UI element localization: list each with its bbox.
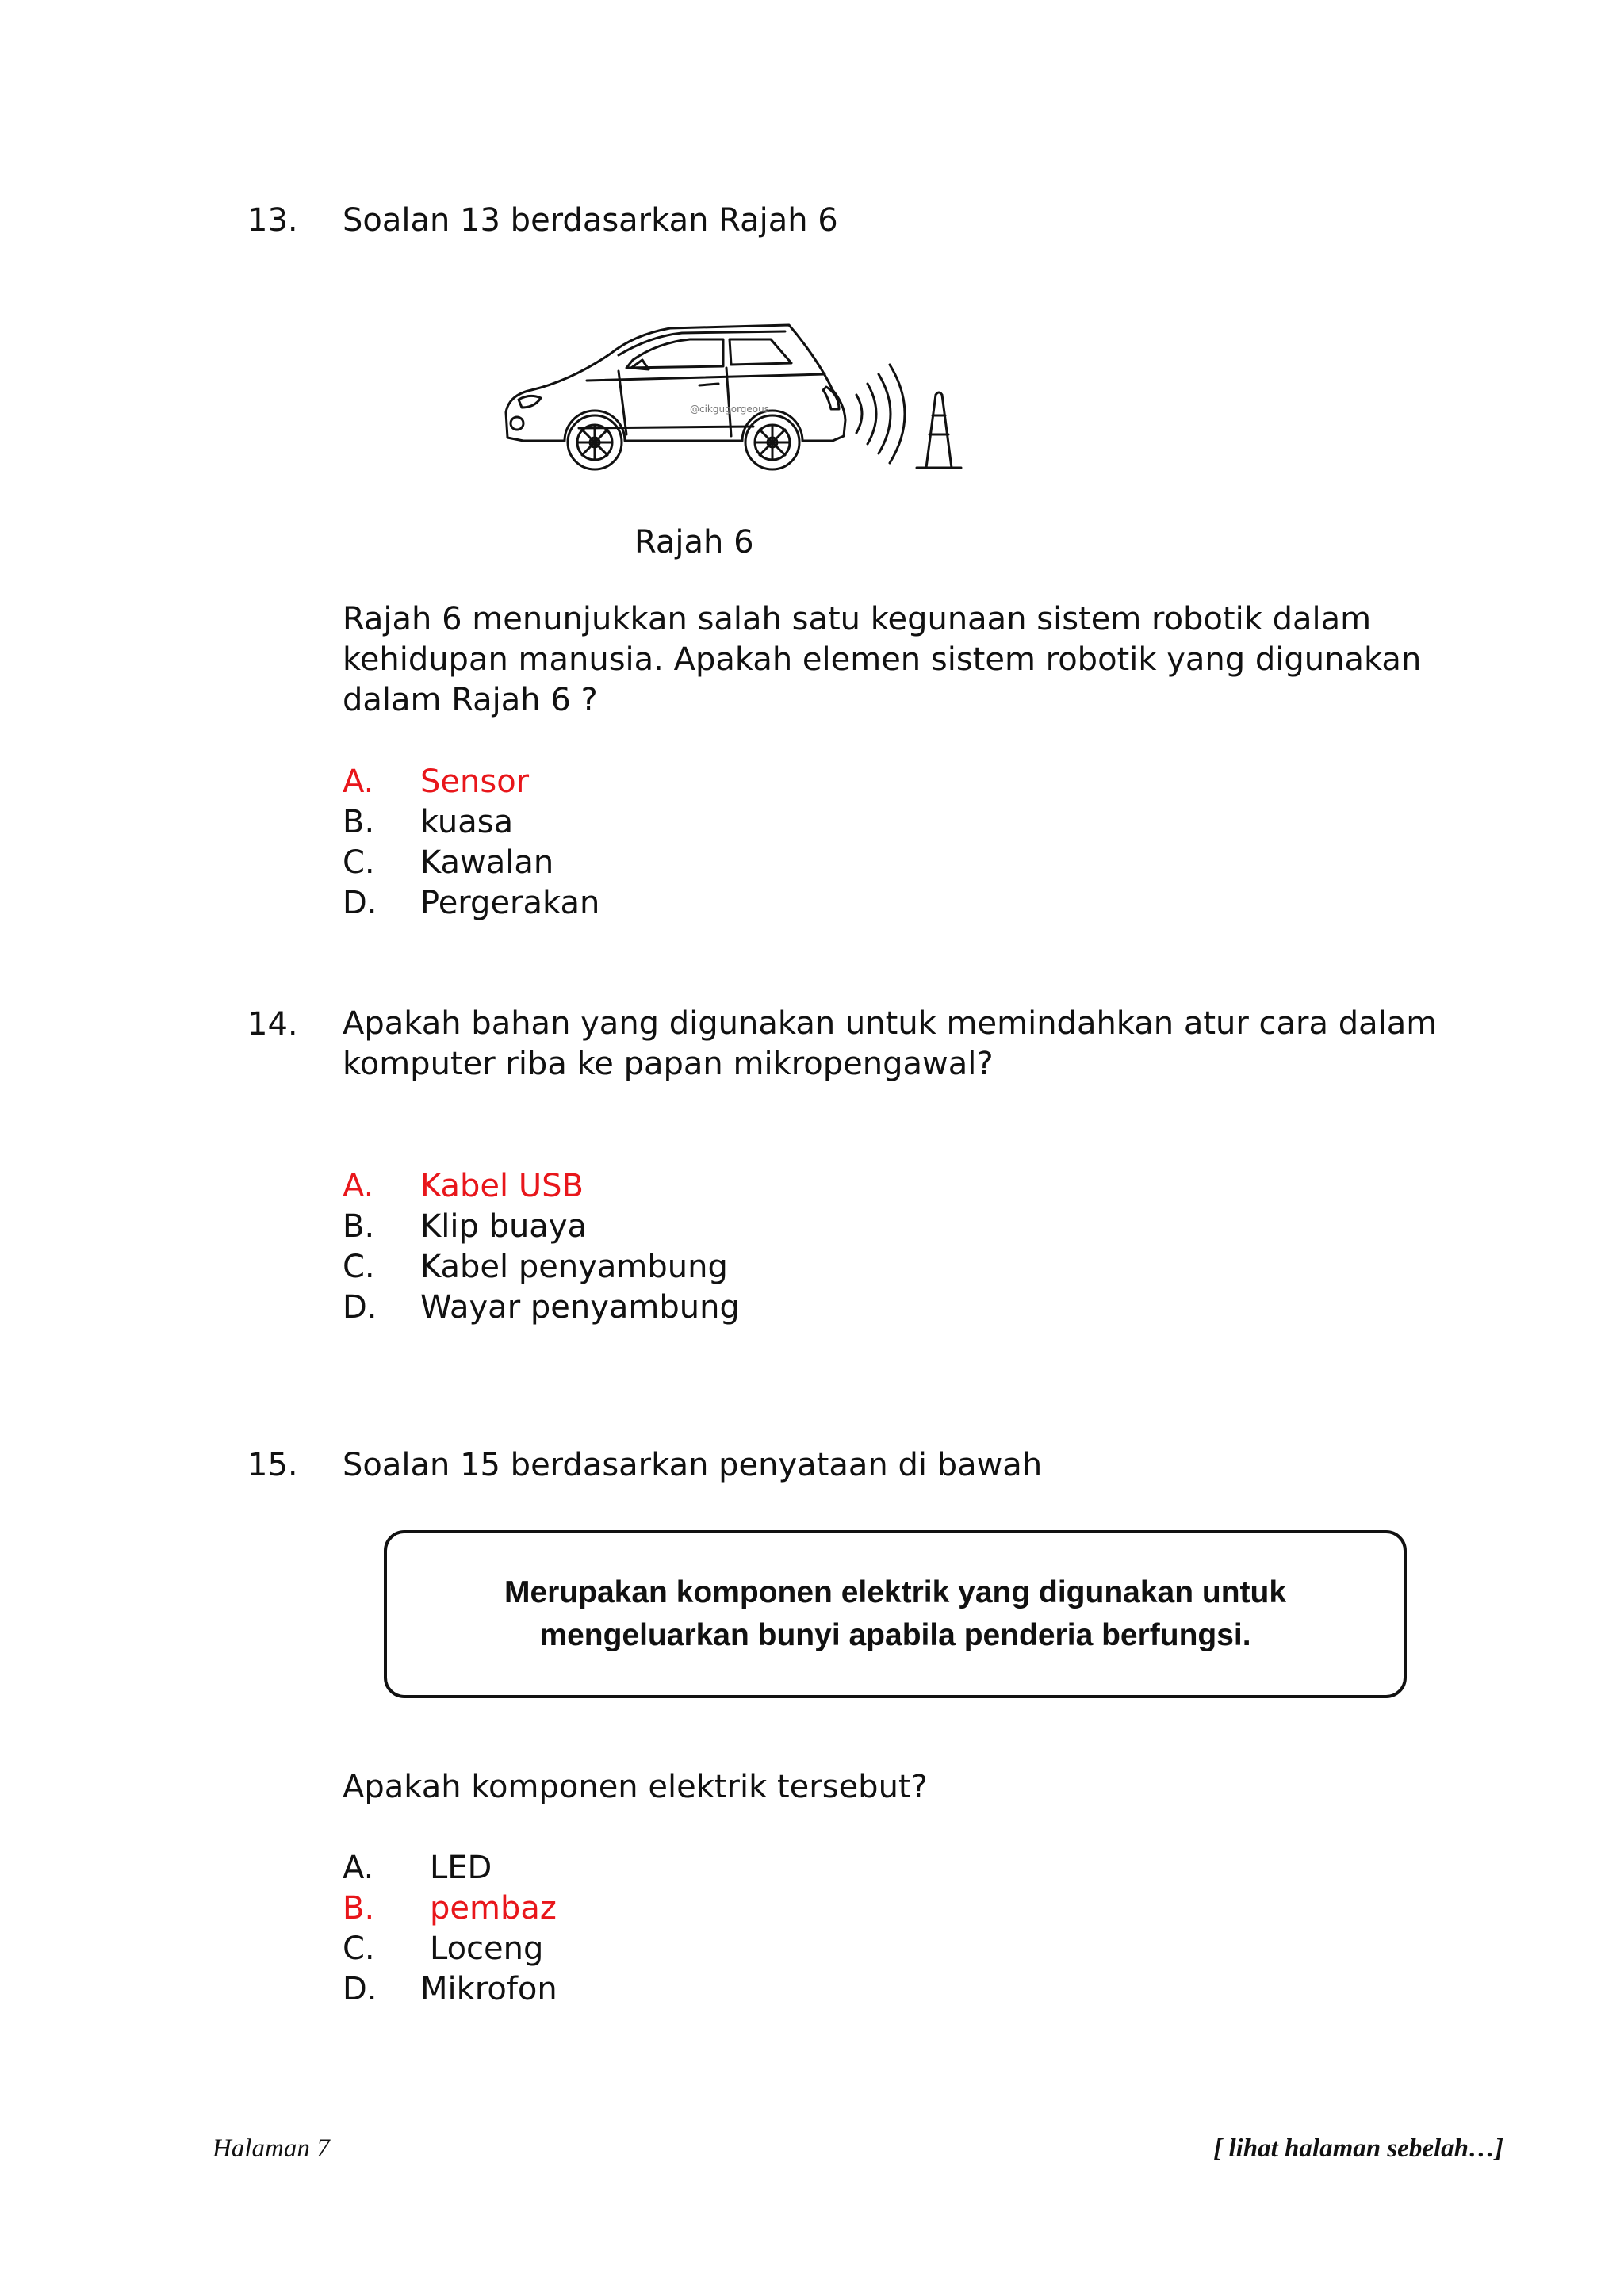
question-13-number: 13. <box>247 202 298 239</box>
option-letter: B. <box>343 1890 375 1927</box>
option-text: Wayar penyambung <box>420 1289 740 1326</box>
car-rear-window <box>730 339 791 365</box>
question-13-lead: Soalan 13 berdasarkan Rajah 6 <box>343 202 838 239</box>
option-text: Klip buaya <box>420 1208 587 1245</box>
question-14-line: komputer riba ke papan mikropengawal? <box>343 1046 994 1082</box>
option-text: kuasa <box>420 804 514 840</box>
car-taillight <box>823 387 839 409</box>
question-14-number: 14. <box>247 1006 298 1043</box>
option-letter: C. <box>343 1249 375 1285</box>
option-letter: A. <box>343 1168 374 1204</box>
statement-line: mengeluarkan bunyi apabila penderia berfungsi. <box>539 1618 1251 1652</box>
option-letter: A. <box>343 1850 374 1886</box>
option-letter: B. <box>343 1208 375 1245</box>
car-mirror <box>631 360 649 369</box>
car-headlight <box>519 396 541 408</box>
question-15-number: 15. <box>247 1447 298 1483</box>
question-13-line: dalam Rajah 6 ? <box>343 682 598 718</box>
question-15-text: Apakah komponen elektrik tersebut? <box>343 1769 928 1805</box>
sound-wave-1 <box>856 395 862 433</box>
option-text: Kawalan <box>420 844 554 881</box>
option-text: Sensor <box>420 763 530 800</box>
statement-line: Merupakan komponen elektrik yang digunakan untuk <box>504 1575 1287 1609</box>
car-door-handle <box>699 384 718 385</box>
option-text: Pergerakan <box>420 885 600 921</box>
option-letter: D. <box>343 1289 377 1326</box>
question-13-text <box>343 599 1516 721</box>
option-text: LED <box>430 1850 492 1886</box>
option-text: Kabel USB <box>420 1168 584 1204</box>
question-13-line: Rajah 6 menunjukkan salah satu kegunaan sistem robotik dalam <box>343 601 1372 637</box>
question-14-text <box>343 1004 1516 1085</box>
option-letter: B. <box>343 804 375 840</box>
option-text: pembaz <box>430 1890 557 1927</box>
sound-wave-2 <box>868 384 876 444</box>
option-letter: C. <box>343 1931 375 1967</box>
question-13-line: kehidupan manusia. Apakah elemen sistem robotik yang digunakan <box>343 641 1422 678</box>
figure-6-car-sensor <box>492 301 967 484</box>
option-letter: A. <box>343 763 374 800</box>
question-15-lead: Soalan 15 berdasarkan penyataan di bawah <box>343 1447 1043 1483</box>
sound-wave-3 <box>879 374 891 453</box>
next-page-note: [ lihat halaman sebelah…] <box>1213 2134 1503 2163</box>
car-beltline <box>587 374 825 381</box>
option-text: Mikrofon <box>420 1971 557 2007</box>
traffic-cone <box>917 392 961 468</box>
figure-watermark: @cikgugorgeous <box>690 404 769 415</box>
option-letter: C. <box>343 844 375 881</box>
question-14-line: Apakah bahan yang digunakan untuk memindahkan atur cara dalam <box>343 1005 1438 1042</box>
figure-6-caption: Rajah 6 <box>634 524 754 561</box>
sound-wave-4 <box>890 365 905 463</box>
page-number: Halaman 7 <box>213 2134 330 2163</box>
option-text: Kabel penyambung <box>420 1249 728 1285</box>
option-letter: D. <box>343 885 377 921</box>
option-letter: D. <box>343 1971 377 2007</box>
option-text: Loceng <box>430 1931 544 1967</box>
statement-box <box>384 1530 1407 1698</box>
car-fog-light <box>511 417 523 430</box>
